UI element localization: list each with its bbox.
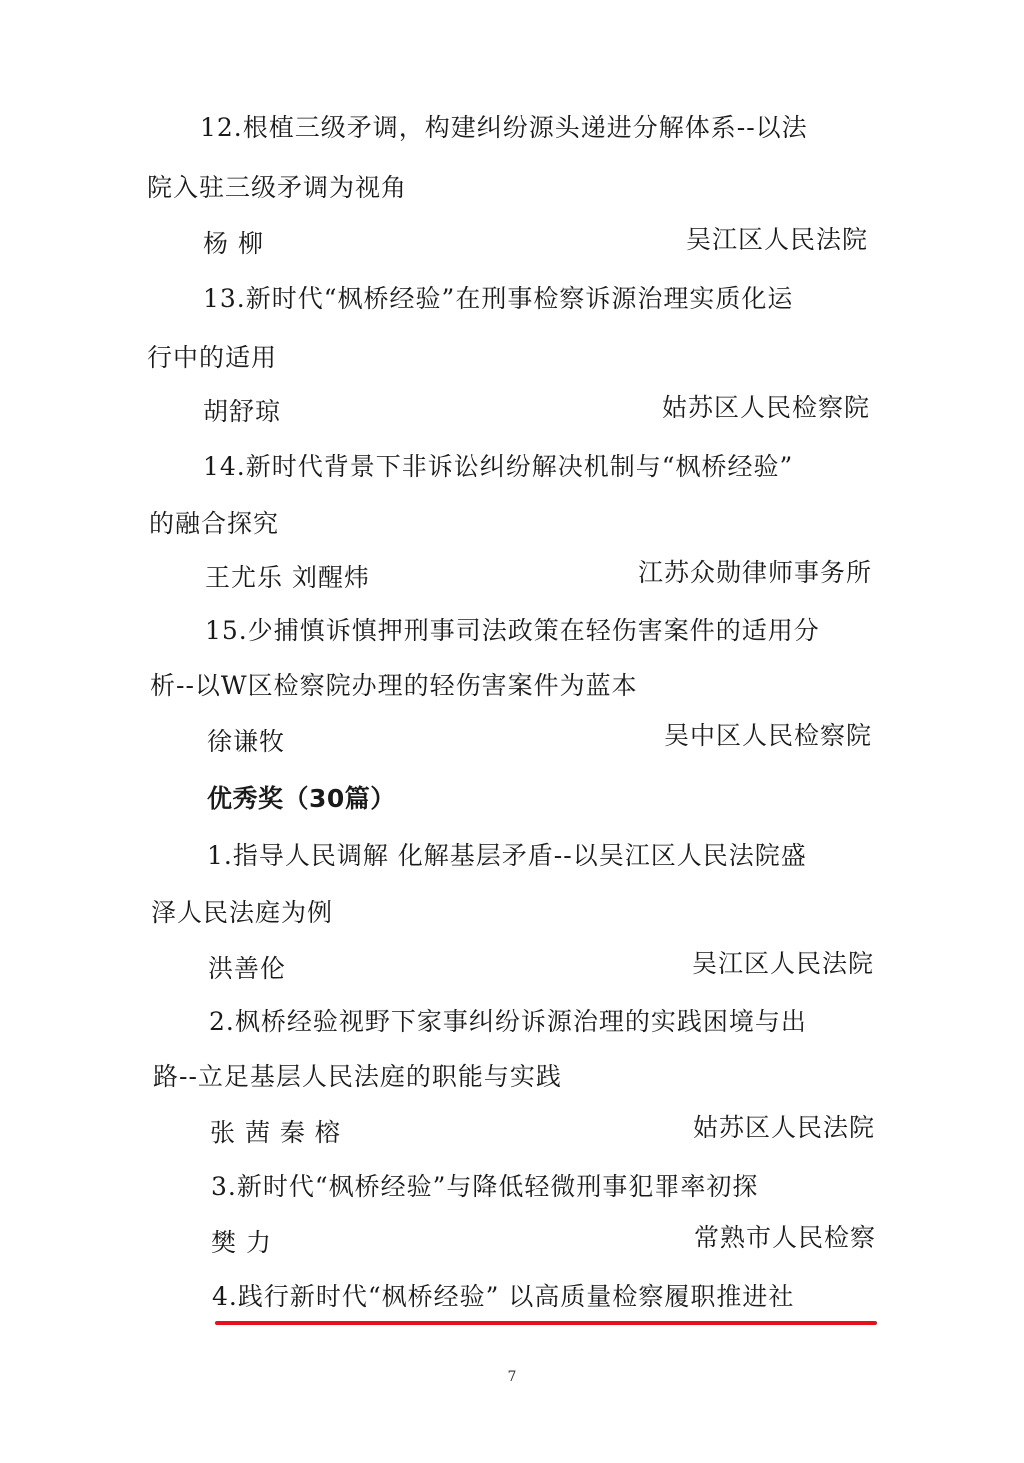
item-14-organization: 江苏众勋律师事务所 [637,558,872,587]
item-13-title-line-1: 13.新时代“枫桥经验”在刑事检察诉源治理实质化运 [203,284,794,313]
award-2-organization: 姑苏区人民法院 [692,1113,875,1142]
item-15-title-line-1: 15.少捕慎诉慎押刑事司法政策在轻伤害案件的适用分 [205,616,820,645]
award-1-organization: 吴江区人民法院 [691,949,874,978]
item-14-title-line-2: 的融合探究 [149,509,280,538]
excellent-award-heading: 优秀奖（30篇） [207,784,396,813]
award-3-organization: 常熟市人民检察 [693,1223,876,1252]
item-13-organization: 姑苏区人民检察院 [661,393,870,422]
award-2-title-line-1: 2.枫桥经验视野下家事纠纷诉源治理的实践困境与出 [209,1007,807,1036]
item-12-author: 杨 柳 [203,229,264,258]
award-3-author: 樊 力 [211,1228,272,1257]
award-1-title-line-1: 1.指导人民调解 化解基层矛盾--以吴江区人民法院盛 [207,841,807,870]
item-15-author: 徐谦牧 [207,727,286,756]
item-12-title-line-2: 院入驻三级矛调为视角 [147,173,408,202]
item-13-title-line-2: 行中的适用 [147,343,278,372]
item-15-title-line-2: 析--以W区检察院办理的轻伤害案件为蓝本 [150,671,638,700]
item-12-organization: 吴江区人民法院 [685,225,868,254]
item-15-organization: 吴中区人民检察院 [663,721,872,750]
award-2-authors: 张 茜 秦 榕 [210,1118,341,1147]
award-3-title: 3.新时代“枫桥经验”与降低轻微刑事犯罪率初探 [211,1172,759,1201]
award-4-title: 4.践行新时代“枫桥经验” 以高质量检察履职推进社 [212,1282,795,1311]
item-13-author: 胡舒琼 [203,397,282,426]
page-number: 7 [507,1369,517,1385]
item-14-authors: 王尤乐 刘醒炜 [205,563,370,592]
item-14-title-line-1: 14.新时代背景下非诉讼纠纷解决机制与“枫桥经验” [203,452,794,481]
award-1-author: 洪善伦 [208,954,287,983]
item-12-title-line-1: 12.根植三级矛调，构建纠纷源头递进分解体系--以法 [200,113,808,142]
award-1-title-line-2: 泽人民法庭为例 [151,898,334,927]
red-underline-annotation [215,1321,877,1325]
award-2-title-line-2: 路--立足基层人民法庭的职能与实践 [153,1062,562,1091]
